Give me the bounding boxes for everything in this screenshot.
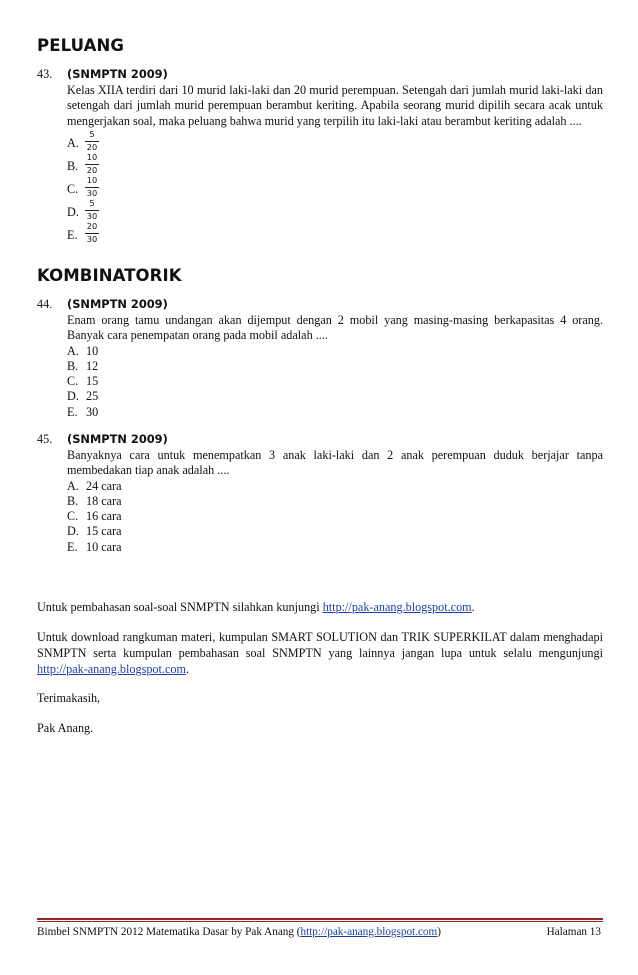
answer-option-b: B. 18 cara bbox=[67, 493, 122, 508]
answer-option-c: C. 16 cara bbox=[67, 509, 122, 524]
answer-option-e: E. 20 30 bbox=[67, 221, 98, 244]
question-number: 44. bbox=[37, 297, 53, 311]
footer-text: Bimbel SNMPTN 2012 Matematika Dasar by Pak Anang (http://pak-anang.blogspot.com) bbox=[37, 926, 441, 938]
question-43 bbox=[37, 67, 603, 245]
closing-paragraph-2: Untuk download rangkuman materi, kumpulan SMART SOLUTION dan TRIK SUPERKILAT dalam menghadapi SNMPTN serta kumpulan pembahasan soal SNMPTN yang lainnya jangan lupa untuk selalu mengunjungi http://pak-anang.blogspot.com. bbox=[37, 630, 603, 676]
answer-options bbox=[67, 130, 603, 245]
question-source: (SNMPTN 2009) bbox=[67, 67, 168, 81]
answer-options bbox=[67, 479, 603, 555]
answer-option-d: D. 25 bbox=[67, 389, 99, 404]
question-number: 45. bbox=[37, 432, 53, 446]
answer-option-b: B. 10 20 bbox=[67, 152, 98, 175]
question-source: (SNMPTN 2009) bbox=[67, 432, 168, 446]
answer-option-a: A. 10 bbox=[67, 343, 99, 358]
answer-options bbox=[67, 344, 603, 420]
fraction: 10 30 bbox=[86, 175, 98, 198]
question-45 bbox=[37, 432, 603, 555]
answer-option-c: C. 15 bbox=[67, 374, 99, 389]
answer-option-b: B. 12 bbox=[67, 358, 99, 373]
section-title-kombinatorik: KOMBINATORIK bbox=[37, 266, 182, 285]
blog-link[interactable]: http://pak-anang.blogspot.com bbox=[322, 600, 472, 614]
question-44 bbox=[37, 297, 603, 420]
page-footer bbox=[37, 925, 603, 939]
question-source: (SNMPTN 2009) bbox=[67, 297, 168, 311]
answer-option-e: E. 30 bbox=[67, 404, 99, 419]
section-title-peluang: PELUANG bbox=[37, 36, 125, 55]
question-number: 43. bbox=[37, 67, 53, 81]
footer-link[interactable]: http://pak-anang.blogspot.com bbox=[300, 926, 438, 938]
signature: Pak Anang. bbox=[37, 721, 94, 735]
page-number: Halaman 13 bbox=[546, 926, 601, 938]
blog-link[interactable]: http://pak-anang.blogspot.com bbox=[37, 661, 186, 676]
thanks-text: Terimakasih, bbox=[37, 691, 101, 705]
fraction: 5 30 bbox=[86, 198, 98, 221]
answer-option-a: A. 24 cara bbox=[67, 478, 122, 493]
question-text: Kelas XIIA terdiri dari 10 murid laki-laki dan 20 murid perempuan. Setengah dari jumlah murid laki-laki dan setengah dari jumlah murid perempuan berambut keriting. Apabila seorang murid dipilih secara acak untuk mengerjakan soal, maka peluang bahwa murid yang terpilih itu laki-laki atau berambut keriting adalah .... bbox=[67, 82, 603, 128]
fraction: 10 20 bbox=[86, 152, 98, 175]
answer-option-c: C. 10 30 bbox=[67, 175, 98, 198]
question-text: Enam orang tamu undangan akan dijemput dengan 2 mobil yang masing-masing berkapasitas 4 orang. Banyak cara penempatan orang pada mobil adalah .... bbox=[67, 312, 603, 342]
fraction: 20 30 bbox=[86, 221, 98, 244]
answer-option-a: A. 5 20 bbox=[67, 129, 98, 152]
answer-option-d: D. 15 cara bbox=[67, 524, 122, 539]
answer-option-d: D. 5 30 bbox=[67, 198, 98, 221]
footer-rule bbox=[37, 921, 603, 922]
fraction: 5 20 bbox=[86, 129, 98, 152]
answer-option-e: E. 10 cara bbox=[67, 539, 122, 554]
footer-rule bbox=[37, 918, 603, 920]
question-text: Banyaknya cara untuk menempatkan 3 anak laki-laki dan 2 anak perempuan duduk berjajar tanpa membedakan tiap anak adalah .... bbox=[67, 447, 603, 477]
closing-paragraph-1: Untuk pembahasan soal-soal SNMPTN silahkan kunjungi http://pak-anang.blogspot.com. bbox=[37, 600, 475, 614]
